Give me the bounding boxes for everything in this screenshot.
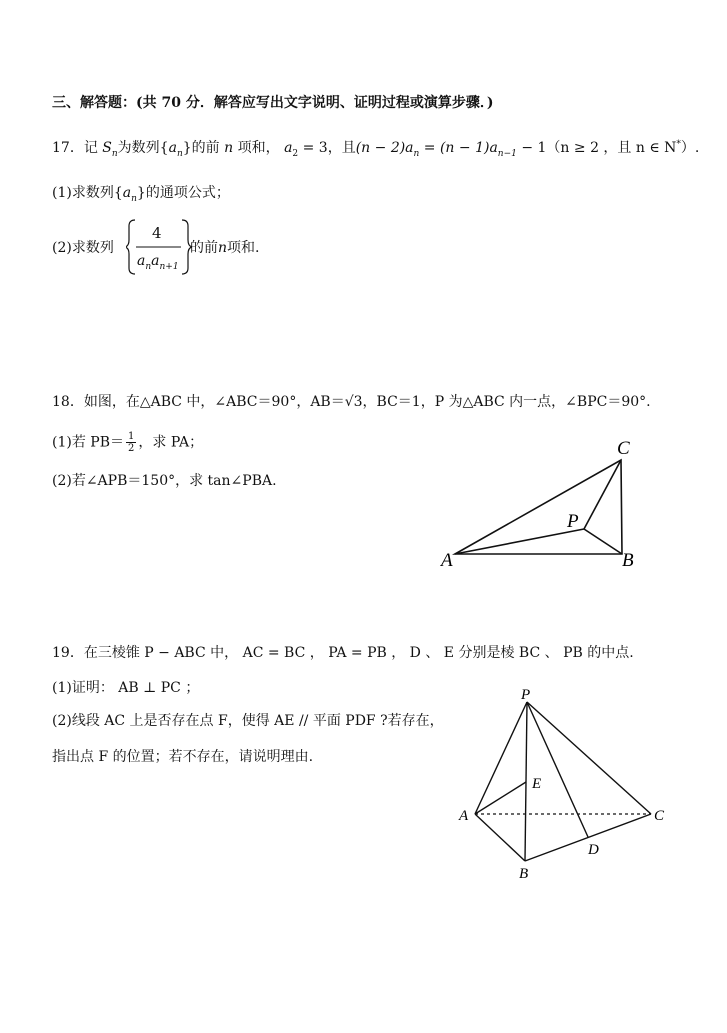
- q19-stem: 19．在三棱锥 P − ABC 中， AC = BC ， PA = PB ， D 、 E 分别是棱 BC 、 PB 的中点.: [52, 645, 634, 661]
- label-e: E: [532, 776, 542, 792]
- label-b: B: [519, 866, 529, 882]
- edge-pc: [527, 702, 651, 814]
- label-c: C: [654, 808, 665, 824]
- label-p: P: [521, 687, 531, 703]
- label-a: A: [441, 550, 453, 571]
- q18-stem: 18．如图，在△ABC 中，∠ABC＝90°，AB＝√3，BC＝1，P 为△ABC 内一点，∠BPC＝90°.: [52, 394, 651, 410]
- segment-pb: [584, 529, 622, 554]
- triangle-figure: [435, 432, 650, 572]
- q18-part1: (1)若 PB＝ $\frac{1}{2}$ ，求 PA；: [52, 431, 204, 454]
- sqrt-3: √3: [344, 394, 363, 410]
- q17-fraction: [126, 218, 180, 274]
- q18-part2: (2)若∠APB＝150°，求 tan∠PBA.: [52, 473, 277, 489]
- q19-part2-line2: 指出点 F 的位置；若不存在，请说明理由.: [52, 749, 314, 765]
- edge-pb: [525, 702, 527, 861]
- segment-pd: [527, 702, 588, 837]
- segment-pa: [455, 529, 584, 554]
- q17-part2-tail: 的前n项和.: [190, 240, 260, 256]
- q19-part2-line1: (2)线段 AC 上是否存在点 F，使得 AE // 平面 PDF ?若存在，: [52, 713, 444, 729]
- q19-part1: (1)证明： AB ⊥ PC ；: [52, 680, 200, 696]
- label-b: B: [622, 550, 634, 571]
- triangle-abc: [455, 460, 622, 554]
- q17-part2-label: (2)求数列: [52, 240, 114, 256]
- edge-ab: [475, 814, 525, 861]
- label-c: C: [617, 438, 630, 459]
- q17-part1: (1)求数列$\{a_n\}$的通项公式；: [52, 185, 230, 204]
- fraction-denominator: $a_na_{n+1}$: [137, 253, 179, 272]
- label-a: A: [459, 808, 469, 824]
- label-p: P: [567, 511, 579, 532]
- section-header: 三、解答题：(共 70 分．解答应写出文字说明、证明过程或演算步骤．): [52, 95, 494, 111]
- label-d: D: [588, 842, 599, 858]
- q17-stem: 17．记 $S_n$为数列$\{a_n\}$的前 n 项和， $a_2 = 3$，且$(n - 2)a_n = (n - 1)a_{n-1} - 1(n \ge 2$ ，且 n ∈ N*）.: [52, 139, 700, 159]
- q17-number: 17．: [52, 140, 84, 156]
- pyramid-figure: [455, 686, 675, 886]
- fraction-numerator: 4: [152, 224, 162, 242]
- fraction-one-half: $\frac{1}{2}$: [128, 431, 135, 454]
